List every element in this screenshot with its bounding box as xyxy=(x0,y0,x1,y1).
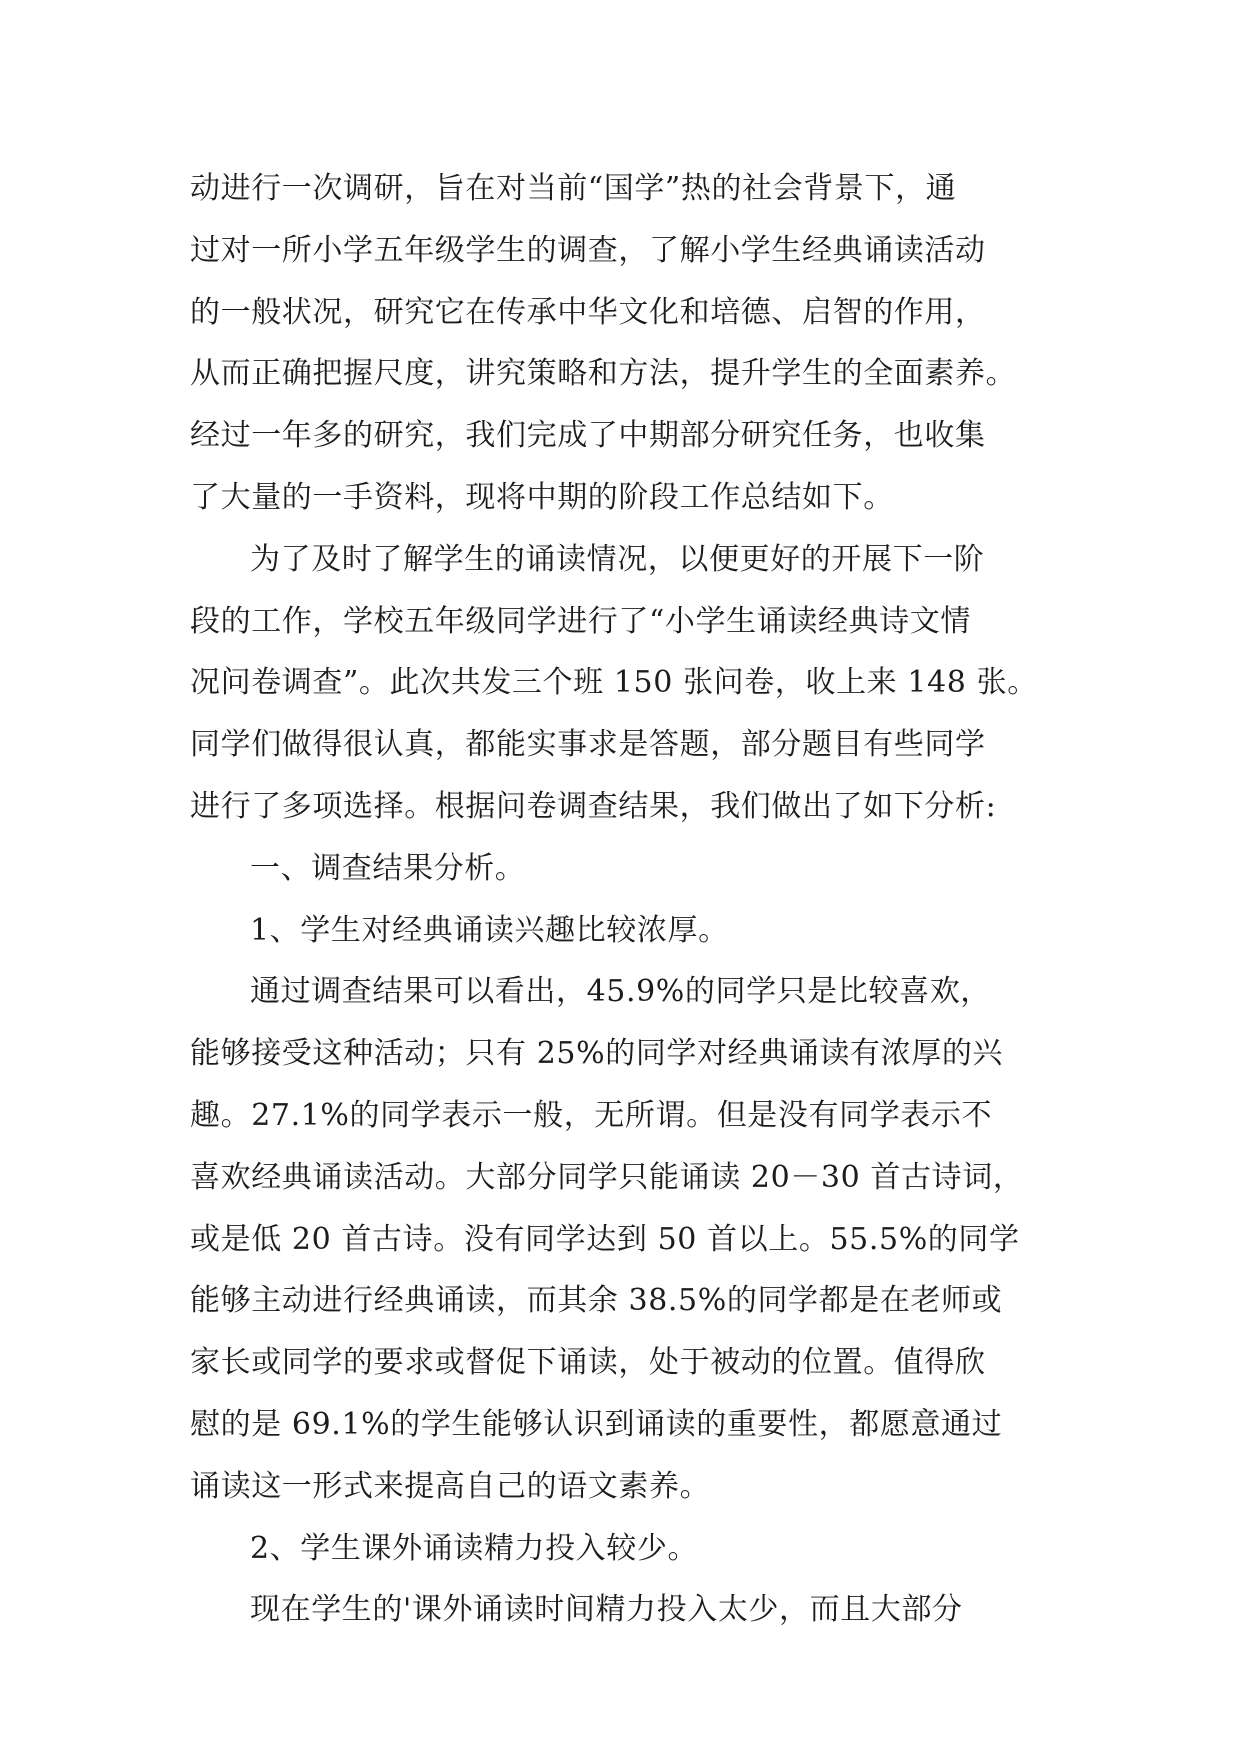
text-line: 诵读这一形式来提高自己的语文素养。 xyxy=(190,1468,711,1504)
text-line: 为了及时了解学生的诵读情况，以便更好的开展下一阶 xyxy=(250,541,985,577)
text-line: 趣。27.1%的同学表示一般，无所谓。但是没有同学表示不 xyxy=(190,1097,993,1133)
text-line: 一、调查结果分析。 xyxy=(250,850,526,886)
text-line: 现在学生的'课外诵读时间精力投入太少，而且大部分 xyxy=(250,1592,963,1628)
text-line: 的一般状况，研究它在传承中华文化和培德、启智的作用， xyxy=(190,294,986,330)
text-line: 进行了多项选择。根据问卷调查结果，我们做出了如下分析: xyxy=(190,788,997,824)
text-line: 况问卷调查”。此次共发三个班 150 张问卷，收上来 148 张。 xyxy=(190,665,1038,701)
text-line: 了大量的一手资料，现将中期的阶段工作总结如下。 xyxy=(190,479,894,515)
paragraph xyxy=(190,838,1070,900)
paragraph xyxy=(190,961,1070,1517)
text-line: 经过一年多的研究，我们完成了中期部分研究任务，也收集 xyxy=(190,418,986,454)
text-line: 动进行一次调研，旨在对当前“国学”热的社会背景下，通 xyxy=(190,171,957,206)
text-line: 或是低 20 首古诗。没有同学达到 50 首以上。55.5%的同学 xyxy=(190,1221,1020,1257)
paragraph xyxy=(190,900,1070,962)
text-line: 1、学生对经典诵读兴趣比较浓厚。 xyxy=(250,912,729,948)
text-line: 能够主动进行经典诵读，而其余 38.5%的同学都是在老师或 xyxy=(190,1283,1003,1319)
text-line: 2、学生课外诵读精力投入较少。 xyxy=(250,1530,699,1566)
text-line: 同学们做得很认真，都能实事求是答题，部分题目有些同学 xyxy=(190,727,986,763)
text-line: 通过调查结果可以看出，45.9%的同学只是比较喜欢， xyxy=(250,974,991,1010)
document-body xyxy=(190,158,1070,1641)
paragraph xyxy=(190,1579,1070,1641)
paragraph xyxy=(190,1518,1070,1580)
text-line: 能够接受这种活动；只有 25%的同学对经典诵读有浓厚的兴 xyxy=(190,1036,1004,1072)
text-line: 过对一所小学五年级学生的调查，了解小学生经典诵读活动 xyxy=(190,232,986,268)
text-line: 从而正确把握尺度，讲究策略和方法，提升学生的全面素养。 xyxy=(190,356,1017,392)
text-line: 喜欢经典诵读活动。大部分同学只能诵读 20－30 首古诗词， xyxy=(190,1159,1024,1195)
text-line: 慰的是 69.1%的学生能够认识到诵读的重要性，都愿意通过 xyxy=(190,1406,1003,1442)
text-line: 家长或同学的要求或督促下诵读，处于被动的位置。值得欣 xyxy=(190,1345,986,1381)
text-line: 段的工作，学校五年级同学进行了“小学生诵读经典诗文情 xyxy=(190,603,971,639)
paragraph xyxy=(190,529,1070,838)
paragraph xyxy=(190,158,1070,529)
